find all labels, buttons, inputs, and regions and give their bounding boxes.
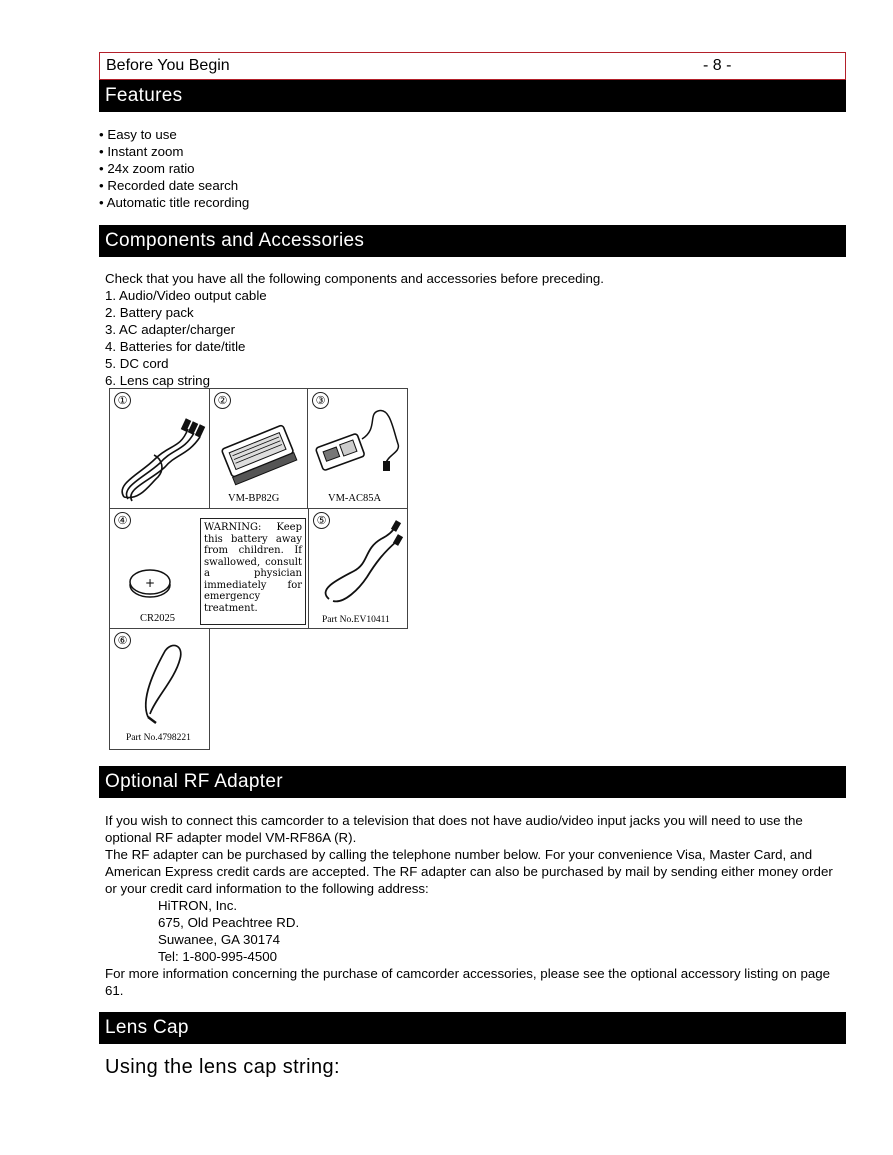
lens-cap-heading: Lens Cap [99,1012,846,1044]
list-item: 6. Lens cap string [105,373,210,388]
svg-text:+: + [144,576,156,590]
number-1-icon: ① [114,392,131,409]
list-item: 1. Audio/Video output cable [105,288,267,303]
lens-string-part-label: Part No.4798221 [126,733,191,743]
warning-box: WARNING: Keep this battery away from children. If swallowed, consult a physician immediately for emergency treatment. [200,518,306,625]
av-cable-cell [109,388,210,509]
number-2-icon: ② [214,392,231,409]
list-item: 5. DC cord [105,356,169,371]
list-item: • Easy to use [99,127,177,142]
rf-paragraph-3: For more information concerning the purchase of camcorder accessories, please see the optional accessory listing on page 61. [105,966,831,998]
list-item: 2. Battery pack [105,305,194,320]
rf-paragraph-1: If you wish to connect this camcorder to a television that does not have audio/video input jacks you will need to use the optional RF adapter model VM-RF86A (R). [105,813,803,845]
components-text [99,270,846,389]
dc-cord-part-label: Part No.EV10411 [322,615,390,625]
number-6-icon: ⑥ [114,632,131,649]
features-list [99,126,846,211]
battery-pack-cell [209,388,308,509]
features-heading: Features [99,80,846,112]
address-line: 675, Old Peachtree RD. [158,915,300,930]
components-heading: Components and Accessories [99,225,846,257]
lower-sections [99,766,846,1079]
components-intro: Check that you have all the following components and accessories before preceding. [105,271,604,286]
page-header [99,52,846,80]
rf-adapter-heading: Optional RF Adapter [99,766,846,798]
list-item: 4. Batteries for date/title [105,339,246,354]
ac-adapter-cell [307,388,408,509]
address-line: Tel: 1-800-995-4500 [158,949,278,964]
components-figure [109,388,409,750]
page [99,52,846,389]
lens-cap-subheading: Using the lens cap string: [105,1056,340,1078]
list-item: 3. AC adapter/charger [105,322,236,337]
list-item: • 24x zoom ratio [99,161,195,176]
number-5-icon: ⑤ [313,512,330,529]
lens-cap-string-cell [109,628,210,750]
address-line: Suwanee, GA 30174 [158,932,280,947]
number-3-icon: ③ [312,392,329,409]
number-4-icon: ④ [114,512,131,529]
rf-adapter-text [99,812,846,999]
dc-cord-cell [308,508,408,629]
coin-cell-label: CR2025 [140,613,176,624]
section-title: Before You Begin [106,57,230,74]
page-number: - 8 - [703,57,732,74]
list-item: • Recorded date search [99,178,239,193]
coin-cell-cell [109,508,309,629]
rf-paragraph-2: The RF adapter can be purchased by calling the telephone number below. For your convenience Visa, Master Card, and American Express credit cards are accepted. The RF adapter can also be purchased by mail by sending either money order or your credit card information to the following address: [105,847,833,896]
list-item: • Instant zoom [99,144,184,159]
adapter-model-label: VM-AC85A [328,493,382,504]
battery-model-label: VM-BP82G [228,493,280,504]
address-line: HiTRON, Inc. [158,898,238,913]
list-item: • Automatic title recording [99,195,250,210]
